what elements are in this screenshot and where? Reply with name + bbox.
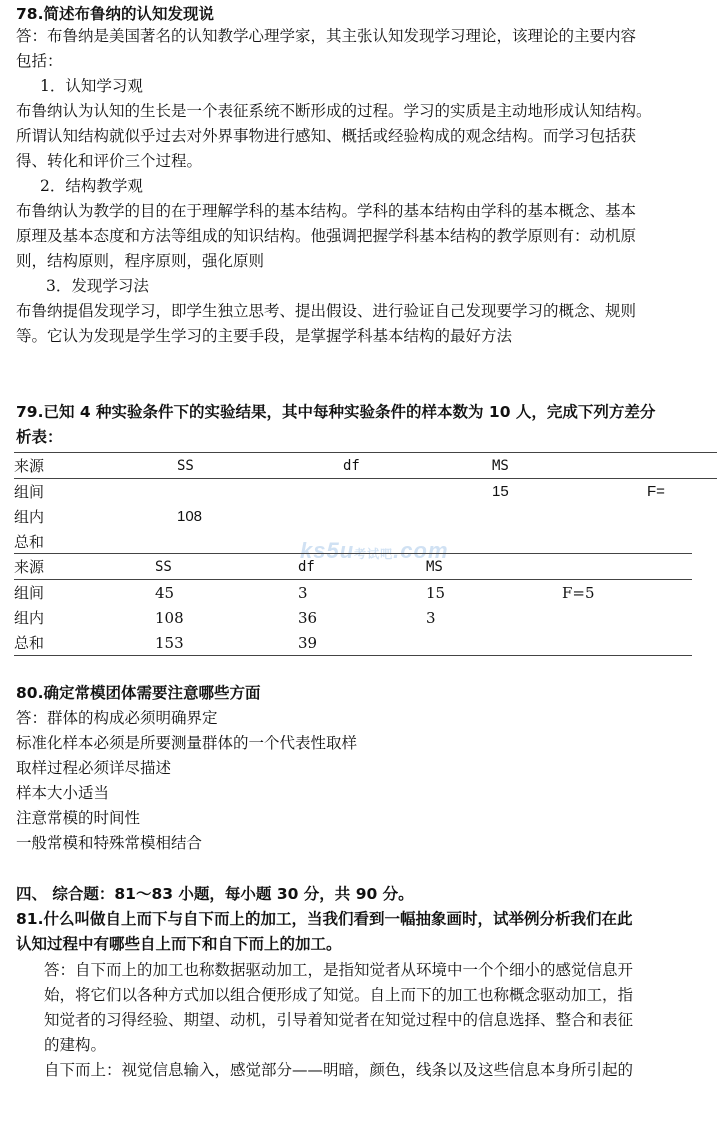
q81-title: 81.什么叫做自上而下与自下而上的加工，当我们看到一幅抽象画时，试举例分析我们在此 xyxy=(16,910,633,928)
q80-title: 80.确定常模团体需要注意哪些方面 xyxy=(16,684,261,702)
table-cell: 组间 xyxy=(14,483,45,501)
q78-answer-line: 答：布鲁纳是美国著名的认知教学心理学家，其主张认知发现学习理论，该理论的主要内容 xyxy=(16,27,637,45)
table-header-cell xyxy=(562,554,692,580)
table-cell: 组内 xyxy=(14,609,45,627)
table-row xyxy=(14,479,717,505)
q78-section-title: 3．发现学习法 xyxy=(46,277,149,295)
table-header-cell: 来源 xyxy=(14,554,155,580)
q80-answer-line: 取样过程必须详尽描述 xyxy=(16,759,172,777)
table-cell: 3 xyxy=(298,583,308,602)
table-cell xyxy=(177,479,343,505)
table-cell: 3 xyxy=(426,608,436,627)
q78-paragraph-line: 所谓认知结构就似乎过去对外界事物进行感知、概括或经验构成的观念结构。而学习包括获 xyxy=(16,127,637,145)
table-header-row xyxy=(14,554,692,580)
q78-paragraph-line: 布鲁纳提倡发现学习，即学生独立思考、提出假设、进行验证自己发现要学习的概念、规则 xyxy=(16,302,637,320)
table-header-cell: 来源 xyxy=(14,453,177,479)
q81-answer-line: 知觉者的习得经验、期望、动机，引导着知觉者在知觉过程中的信息选择、整合和表征 xyxy=(44,1011,634,1029)
q78-answer-line: 包括： xyxy=(16,52,63,70)
q81-title: 认知过程中有哪些自上而下和自下而上的加工。 xyxy=(16,935,342,953)
table-cell: 15 xyxy=(492,483,509,500)
q80-answer-line: 一般常模和特殊常模相结合 xyxy=(16,834,203,852)
table-header-cell: MS xyxy=(426,554,562,580)
table-header-cell: SS xyxy=(177,453,343,479)
table-cell: 总和 xyxy=(14,533,45,551)
table-cell: 总和 xyxy=(14,630,155,656)
table-header-cell xyxy=(647,453,717,479)
q81-answer-line: 答：自下而上的加工也称数据驱动加工，是指知觉者从环境中一个个细小的感觉信息开 xyxy=(44,961,634,979)
q78-paragraph-line: 则，结构原则，程序原则，强化原则 xyxy=(16,252,265,270)
q78-section-title: 1．认知学习观 xyxy=(40,77,143,95)
q79-title: 析表： xyxy=(16,428,63,446)
table-cell: F= xyxy=(647,483,665,500)
table-cell xyxy=(492,504,647,529)
table-cell: 15 xyxy=(426,583,446,602)
q81-answer-line: 始，将它们以各种方式加以组合便形成了知觉。自上而下的加工也称概念驱动加工，指 xyxy=(44,986,634,1004)
table-row xyxy=(14,504,717,529)
table-cell: 153 xyxy=(155,630,298,656)
section-heading: 四、 综合题：81～83 小题，每小题 30 分，共 90 分。 xyxy=(16,885,414,903)
table-cell xyxy=(647,504,717,529)
q81-answer-line: 自下而上：视觉信息输入，感觉部分——明暗，颜色，线条以及这些信息本身所引起的 xyxy=(44,1061,634,1079)
watermark-logo: ks5u考试吧.com xyxy=(300,538,449,563)
table-cell xyxy=(426,630,562,656)
table-cell: 39 xyxy=(298,630,426,656)
table-row xyxy=(14,605,692,630)
table-cell: 45 xyxy=(155,583,175,602)
table-header-cell: df xyxy=(298,554,426,580)
table-cell: 36 xyxy=(298,608,318,627)
table-cell xyxy=(562,630,692,656)
table-row xyxy=(14,630,692,656)
table-row xyxy=(14,580,692,606)
q80-answer-line: 答：群体的构成必须明确界定 xyxy=(16,709,218,727)
q79-title: 79.已知 4 种实验条件下的实验结果，其中每种实验条件的样本数为 10 人，完成下列方差分 xyxy=(16,403,656,421)
table-cell xyxy=(647,529,717,554)
table-header-cell: df xyxy=(343,453,492,479)
q78-paragraph-line: 布鲁纳认为认知的生长是一个表征系统不断形成的过程。学习的实质是主动地形成认知结构。 xyxy=(16,102,652,120)
q78-paragraph-line: 布鲁纳认为教学的目的在于理解学科的基本结构。学科的基本结构由学科的基本概念、基本 xyxy=(16,202,637,220)
q78-paragraph-line: 原理及基本态度和方法等组成的知识结构。他强调把握学科基本结构的教学原则有：动机原 xyxy=(16,227,637,245)
table-cell xyxy=(492,529,647,554)
q78-title: 78.简述布鲁纳的认知发现说 xyxy=(16,5,214,23)
table-cell: F=5 xyxy=(562,583,595,602)
table-cell: 108 xyxy=(177,508,203,525)
table-header-cell: MS xyxy=(492,453,647,479)
table-cell: 组内 xyxy=(14,508,45,526)
table-cell xyxy=(343,479,492,505)
table-cell xyxy=(343,504,492,529)
q80-answer-line: 样本大小适当 xyxy=(16,784,110,802)
q78-paragraph-line: 得、转化和评价三个过程。 xyxy=(16,152,203,170)
q80-answer-line: 注意常模的时间性 xyxy=(16,809,141,827)
table-cell xyxy=(562,605,692,630)
table-cell: 组间 xyxy=(14,584,45,602)
q81-answer-line: 的建构。 xyxy=(44,1036,107,1054)
table-header-cell: SS xyxy=(155,554,298,580)
table-cell: 108 xyxy=(155,608,184,627)
table-header-row xyxy=(14,453,717,479)
anova-table-answer xyxy=(14,553,692,656)
q78-paragraph-line: 等。它认为发现是学生学习的主要手段，是掌握学科基本结构的最好方法 xyxy=(16,327,513,345)
q78-section-title: 2．结构教学观 xyxy=(40,177,143,195)
q80-answer-line: 标准化样本必须是所要测量群体的一个代表性取样 xyxy=(16,734,358,752)
